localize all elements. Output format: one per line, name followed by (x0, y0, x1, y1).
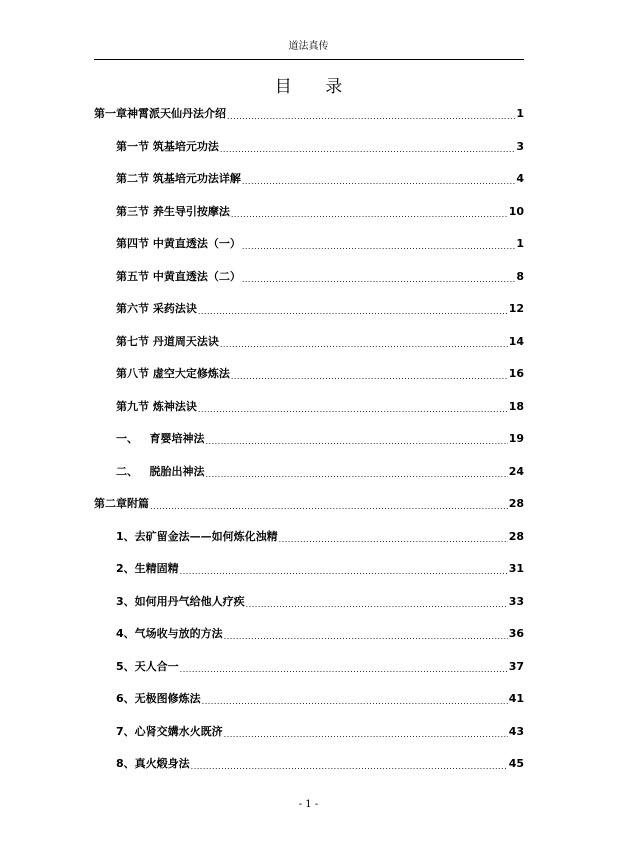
toc-entry-title: 如何用丹气给他人疗疾 (134, 594, 245, 608)
toc-dot-leader (198, 306, 508, 318)
toc-dot-leader (231, 371, 508, 383)
toc-entry-title: 炼神法诀 (152, 399, 197, 413)
toc-entry-number: 一、 (116, 432, 150, 445)
toc-entry-number: 第二节 (116, 172, 153, 185)
toc-section-entry[interactable] (116, 528, 524, 546)
toc-entry-title: 采药法诀 (152, 302, 197, 315)
toc-section-entry[interactable] (116, 658, 524, 676)
toc-section-entry[interactable] (116, 430, 524, 448)
toc-chapter-entry[interactable] (94, 495, 524, 513)
toc-entry-page: 28 (508, 497, 524, 510)
toc-entry-title: 脱胎出神法 (149, 464, 205, 478)
toc-entry-number: 第三节 (116, 204, 153, 218)
toc-entry-page: 37 (508, 659, 524, 673)
toc-dot-leader (224, 729, 508, 741)
toc-dot-leader (202, 696, 508, 708)
toc-section-entry[interactable] (116, 755, 524, 773)
page-number: - 1 - (298, 799, 319, 810)
toc-dot-leader (220, 339, 508, 351)
toc-entry-page: 10 (508, 204, 524, 218)
toc-entry-title: 虚空大定修炼法 (152, 367, 230, 380)
toc-dot-leader (206, 436, 508, 448)
toc-entry-title: 丹道周天法诀 (152, 334, 219, 348)
toc-section-entry[interactable] (116, 170, 524, 188)
toc-entry-number: 8、 (116, 757, 135, 770)
toc-entry-title: 去矿留金法——如何炼化浊精 (134, 529, 278, 543)
toc-entry-page: 1 (516, 107, 524, 120)
toc-entry-page: 31 (508, 562, 524, 575)
toc-dot-leader (191, 761, 508, 773)
toc-section-entry[interactable] (116, 365, 524, 383)
toc-entry-number: 第六节 (116, 302, 153, 315)
toc-entry-title: 天人合一 (134, 659, 179, 673)
toc-entry-number: 第八节 (116, 367, 153, 380)
toc-entry-number: 第九节 (116, 399, 153, 413)
toc-entry-number: 2、 (116, 562, 135, 575)
toc-entry-page: 12 (508, 302, 524, 315)
toc-dot-leader (224, 631, 508, 643)
toc-section-entry[interactable] (116, 268, 524, 286)
toc-entry-number: 二、 (116, 464, 150, 478)
toc-dot-leader (198, 404, 508, 416)
toc-section-entry[interactable] (116, 723, 524, 741)
toc-entry-title: 心肾交媾水火既济 (134, 724, 223, 738)
toc-dot-leader (231, 209, 508, 221)
toc-section-entry[interactable] (116, 593, 524, 611)
toc-entry-page: 14 (508, 334, 524, 348)
toc-entry-number: 6、 (116, 692, 135, 705)
toc-section-entry[interactable] (116, 560, 524, 578)
toc-section-entry[interactable] (116, 625, 524, 643)
toc-entry-title: 养生导引按摩法 (152, 204, 230, 218)
toc-section-entry[interactable] (116, 300, 524, 318)
toc-entry-title: 筑基培元功法详解 (152, 172, 241, 185)
toc-section-entry[interactable] (116, 398, 524, 416)
toc-entry-title: 神霄派天仙丹法介绍 (127, 107, 226, 120)
toc-dot-leader (242, 176, 516, 188)
toc-entry-title: 附篇 (127, 497, 149, 510)
toc-entry-title: 真火煅身法 (134, 757, 190, 770)
toc-dot-leader (206, 469, 508, 481)
toc-dot-leader (279, 534, 508, 546)
toc-section-entry[interactable] (116, 235, 524, 253)
toc-dot-leader (180, 664, 508, 676)
toc-dot-leader (246, 599, 508, 611)
toc-entry-title: 筑基培元功法 (152, 139, 219, 153)
toc-entry-title: 生精固精 (134, 562, 179, 575)
toc-entry-number: 1、 (116, 529, 135, 543)
toc-entry-number: 第七节 (116, 334, 153, 348)
toc-entry-title: 气场收与放的方法 (134, 627, 223, 640)
toc-entry-page: 3 (516, 139, 524, 153)
toc-section-entry[interactable] (116, 690, 524, 708)
toc-dot-leader (180, 566, 508, 578)
toc-entry-number: 第二章 (94, 497, 127, 510)
toc-dot-leader (150, 501, 508, 513)
toc-dot-leader (242, 274, 516, 286)
toc-section-entry[interactable] (116, 463, 524, 481)
toc-section-entry[interactable] (116, 203, 524, 221)
toc-section-entry[interactable] (116, 138, 524, 156)
toc-entry-number: 第一章 (94, 107, 127, 120)
toc-title: 目 录 (274, 77, 357, 97)
toc-chapter-entry[interactable] (94, 105, 524, 123)
toc-dot-leader (220, 144, 516, 156)
toc-entry-page: 1 (516, 237, 524, 250)
toc-entry-number: 第一节 (116, 139, 153, 153)
toc-entry-page: 36 (508, 627, 524, 640)
toc-entry-page: 16 (508, 367, 524, 380)
toc-dot-leader (227, 111, 515, 123)
toc-entry-page: 4 (516, 172, 524, 185)
toc-entry-number: 4、 (116, 627, 135, 640)
toc-entry-page: 18 (508, 399, 524, 413)
toc-entry-number: 3、 (116, 594, 135, 608)
header-divider (94, 59, 524, 60)
toc-entry-title: 中黄直透法（一） (152, 237, 241, 250)
toc-entry-number: 5、 (116, 659, 135, 673)
toc-entry-number: 第五节 (116, 269, 153, 283)
toc-entry-page: 28 (508, 529, 524, 543)
toc-entry-page: 41 (508, 692, 524, 705)
toc-entry-page: 33 (508, 594, 524, 608)
toc-entry-title: 育婴培神法 (149, 432, 205, 445)
toc-dot-leader (242, 241, 516, 253)
toc-entry-title: 无极图修炼法 (134, 692, 201, 705)
running-header: 道法真传 (288, 41, 329, 52)
toc-entry-page: 8 (516, 269, 524, 283)
toc-section-entry[interactable] (116, 333, 524, 351)
toc-entry-number: 第四节 (116, 237, 153, 250)
toc-entry-title: 中黄直透法（二） (152, 269, 241, 283)
toc-entry-page: 45 (508, 757, 524, 770)
toc-entry-page: 19 (508, 432, 524, 445)
toc-entry-number: 7、 (116, 724, 135, 738)
toc-entry-page: 43 (508, 724, 524, 738)
toc-entry-page: 24 (508, 464, 524, 478)
